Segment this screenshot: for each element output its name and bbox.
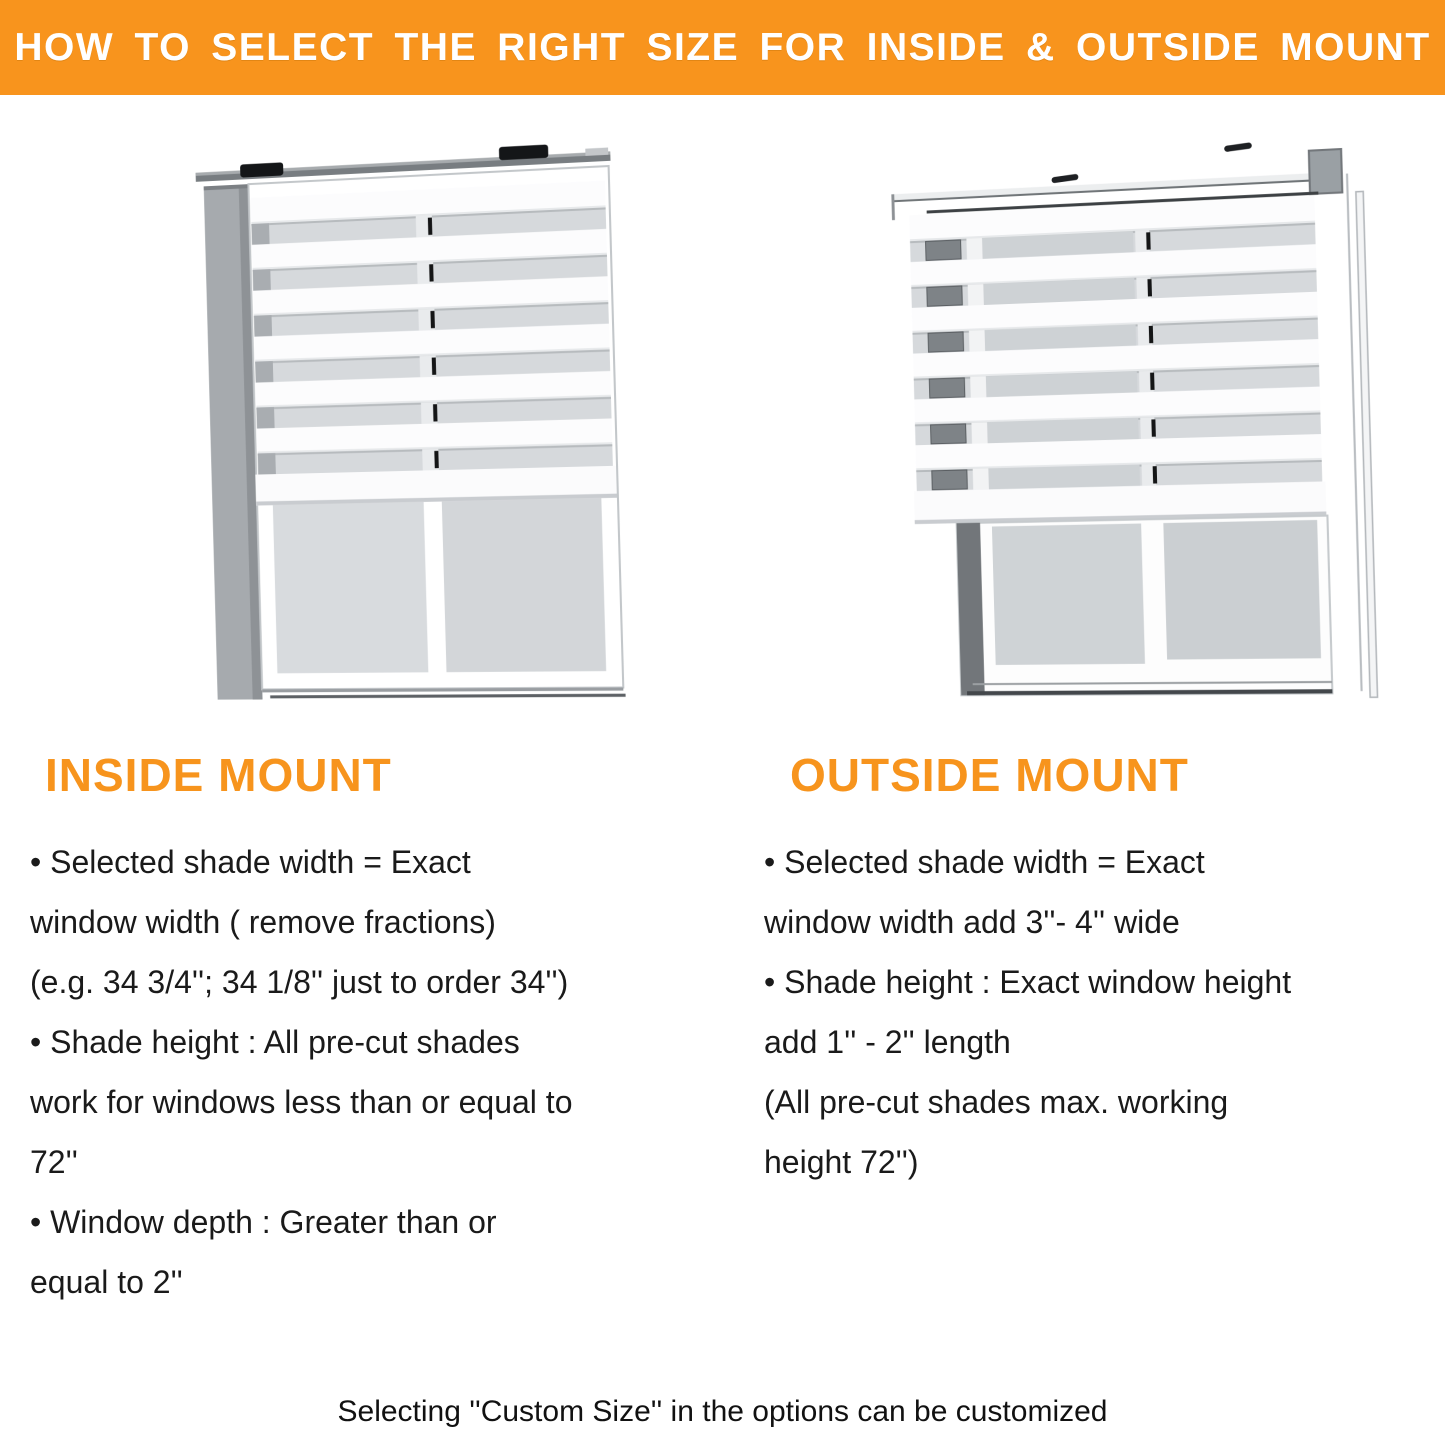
inside-rule-line-2: window width ( remove fractions) — [30, 904, 496, 940]
inside-rule-line-8: equal to 2'' — [30, 1264, 183, 1300]
inside-mount-heading: INSIDE MOUNT — [45, 749, 392, 801]
inside-mount-window-illustration — [146, 132, 658, 724]
zebra-shade — [906, 196, 1326, 524]
footer — [0, 1395, 1445, 1432]
zebra-shade — [248, 180, 617, 505]
outside-rule-line-3: • Shade height : Exact window height — [764, 964, 1292, 1000]
window-right-edge-and-wand — [1346, 173, 1378, 698]
outside-rule-line-6: height 72'') — [764, 1144, 919, 1180]
inside-rule-line-6: 72'' — [30, 1144, 78, 1180]
window-frame-lower — [957, 516, 1333, 696]
custom-size-note: Selecting ''Custom Size'' in the options can be customized — [337, 1395, 1108, 1428]
inside-mount-window-graphic — [146, 118, 669, 724]
inside-rule-line-4: • Shade height : All pre-cut shades — [30, 1024, 520, 1060]
instruction-columns — [0, 742, 1445, 1312]
inside-mount-section — [0, 742, 722, 1312]
inside-rule-line-5: work for windows less than or equal to — [30, 1084, 573, 1120]
inside-rule-line-7: • Window depth : Greater than or — [30, 1204, 497, 1240]
outside-mount-heading: OUTSIDE MOUNT — [790, 749, 1189, 801]
banner — [0, 0, 1445, 95]
inside-rule-line-1: • Selected shade width = Exact — [30, 844, 471, 880]
banner-title: HOW TO SELECT THE RIGHT SIZE FOR INSIDE & OUTSIDE MOUNT — [14, 25, 1431, 69]
outside-rule-line-2: window width add 3''- 4'' wide — [764, 904, 1180, 940]
outside-mount-window-graphic — [857, 111, 1403, 740]
outside-rule-line-4: add 1'' - 2'' length — [764, 1024, 1011, 1060]
outside-rule-line-1: • Selected shade width = Exact — [764, 844, 1205, 880]
outside-mount-section — [722, 742, 1445, 1312]
inside-rule-line-3: (e.g. 34 3/4''; 34 1/8'' just to order 34'') — [30, 964, 569, 1000]
outside-rule-line-5: (All pre-cut shades max. working — [764, 1084, 1229, 1120]
outside-mount-window-illustration — [856, 126, 1390, 740]
